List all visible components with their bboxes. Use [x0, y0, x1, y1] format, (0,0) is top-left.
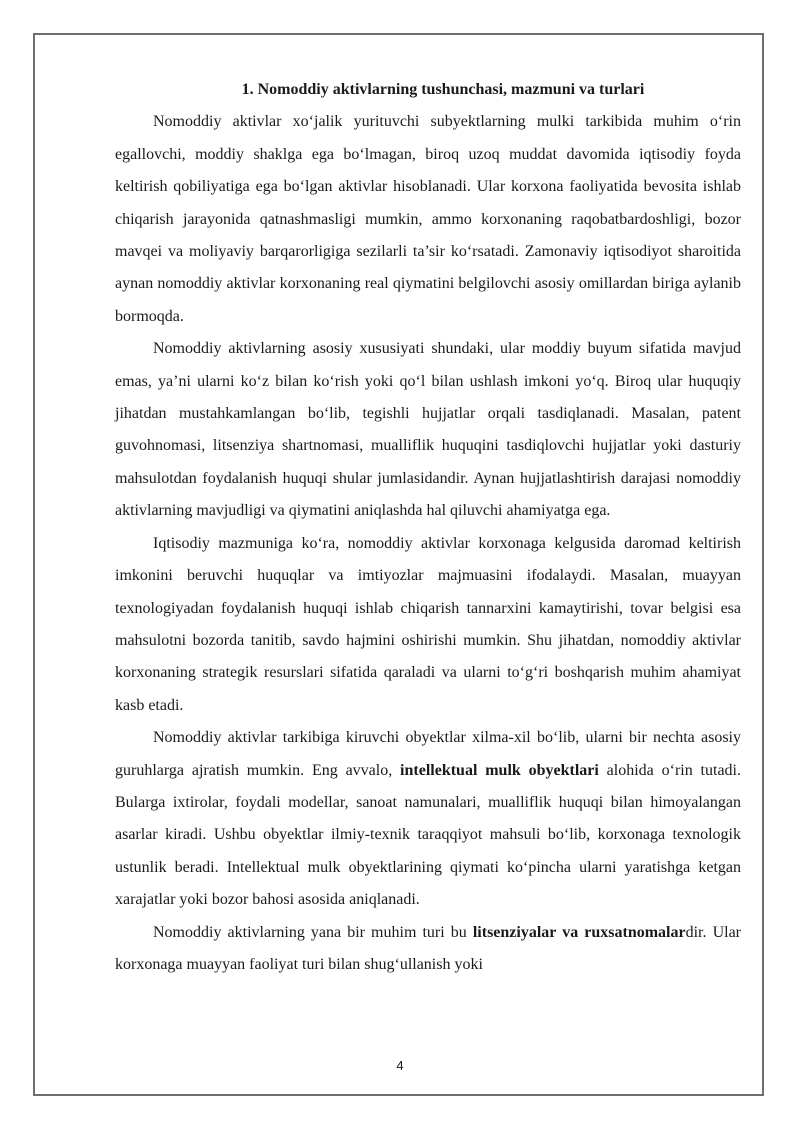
- paragraph-4-text-b: alohida o‘rin tutadi. Bularga ixtirolar, foydali modellar, sanoat namunalari, mualliflik huquqi bilan himoyalangan asarlar kiradi. Ushbu obyektlar ilmiy-texnik taraqqiyot mahsuli bo‘lib, korxonaga texnologik ustunlik beradi. Intellektual mulk obyektlarining qiymati ko‘pincha ularni yaratishga ketgan xarajatlar yoki bozor bahosi asosida aniqlanadi.: [115, 761, 741, 909]
- paragraph-5-text-b: dir. Ular korxonaga muayyan faoliyat turi bilan shug‘ullanish yoki: [115, 923, 742, 973]
- paragraph-4-bold-term: intellektual mulk obyektlari: [400, 761, 599, 779]
- paragraph-5: [115, 917, 741, 982]
- paragraph-4: [115, 722, 741, 916]
- paragraph-5-bold-term: litsenziyalar va ruxsatnomalar: [472, 923, 686, 941]
- document-body: [115, 74, 741, 981]
- page-number: 4: [396, 1058, 404, 1073]
- paragraph-2: Nomoddiy aktivlarning asosiy xususiyati shundaki, ular moddiy buyum sifatida mavjud emas, ya’ni ularni ko‘z bilan ko‘rish yoki qo‘l bilan ushlash imkoni yo‘q. Biroq ular huquqiy jihatdan mustahkamlangan bo‘lib, tegishli hujjatlar orqali tasdiqlanadi. Masalan, patent guvohnomasi, litsenziya shartnomasi, mualliflik huquqini tasdiqlovchi hujjatlar yoki dasturiy mahsulotdan foydalanish huquqi shular jumlasidandir. Aynan hujjatlashtirish darajasi nomoddiy aktivlarning mavjudligi va qiymatini aniqlashda hal qiluvchi ahamiyatga ega.: [115, 340, 741, 520]
- paragraph-1: Nomoddiy aktivlar xo‘jalik yurituvchi subyektlarning mulki tarkibida muhim o‘rin egallovchi, moddiy shaklga ega bo‘lmagan, biroq uzoq muddat davomida iqtisodiy foyda keltirish qobiliyatiga ega bo‘lgan aktivlar hisoblanadi. Ular korxona faoliyatida bevosita ishlab chiqarish jarayonida qatnashmasligi mumkin, ammo korxonaning raqobatbardoshligi, bozor mavqei va moliyaviy barqarorligiga sezilarli ta’sir ko‘rsatadi. Zamonaviy iqtisodiyot sharoitida aynan nomoddiy aktivlar korxonaning real qiymatini belgilovchi asosiy omillardan biriga aylanib bormoqda.: [115, 113, 741, 325]
- paragraph-4-text-a: Nomoddiy aktivlar tarkibiga kiruvchi obyektlar xilma-xil bo‘lib, ularni bir nechta asosiy guruhlarga ajratish mumkin. Eng avvalo,: [115, 729, 741, 779]
- paragraph-3: Iqtisodiy mazmuniga ko‘ra, nomoddiy aktivlar korxonaga kelgusida daromad keltirish imkonini beruvchi huquqlar va imtiyozlar majmuasini ifodalaydi. Masalan, muayyan texnologiyadan foydalanish huquqi ishlab chiqarish tannarxini kamaytirishi, tovar belgisi esa mahsulotni bozorda tanitib, savdo hajmini oshirishi mumkin. Shu jihatdan, nomoddiy aktivlar korxonaning strategik resurslari sifatida qaraladi va ularni to‘g‘ri boshqarish muhim ahamiyat kasb etadi.: [115, 534, 741, 714]
- paragraph-5-text-a: Nomoddiy aktivlarning yana bir muhim turi bu: [153, 923, 473, 941]
- section-heading: 1. Nomoddiy aktivlarning tushunchasi, mazmuni va turlari: [241, 81, 645, 98]
